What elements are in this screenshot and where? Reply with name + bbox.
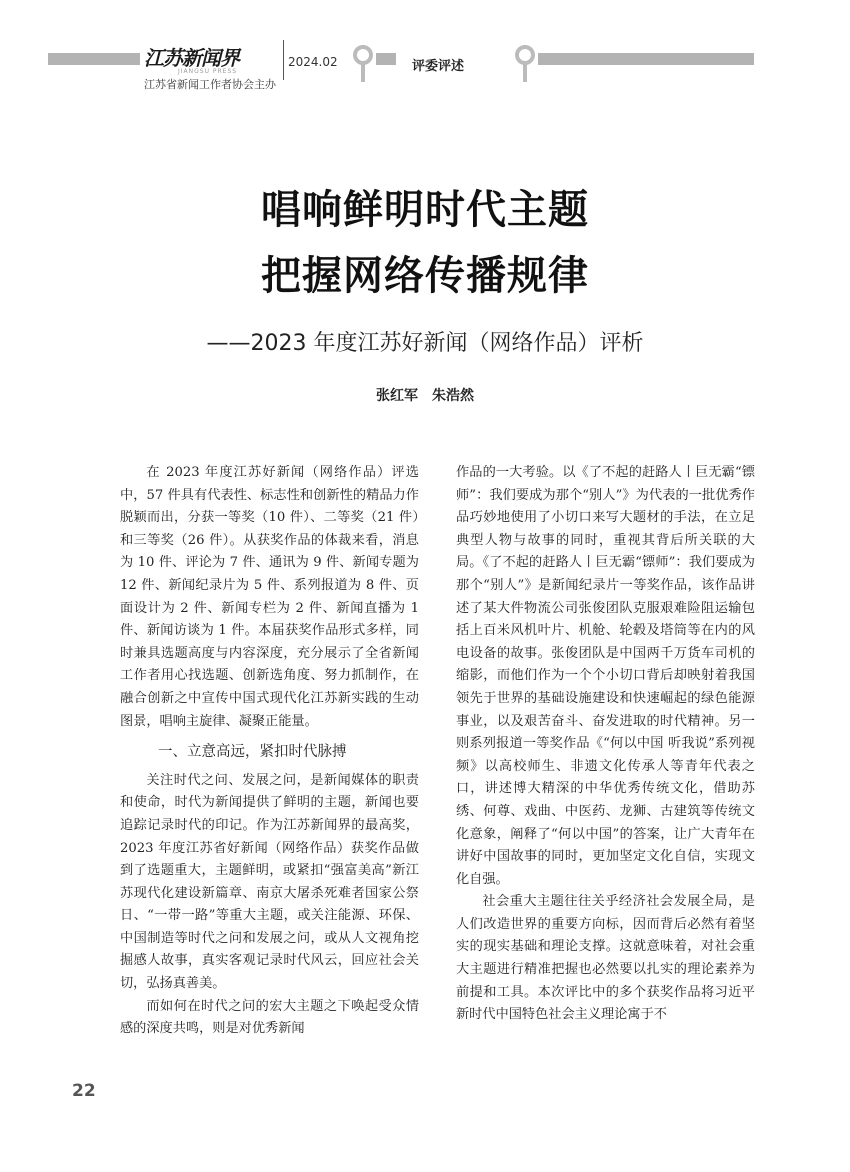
organizer-text: 江苏省新闻工作者协会主办 xyxy=(144,78,276,91)
header-bar-left xyxy=(48,53,140,65)
section-label: 评委评述 xyxy=(412,59,465,74)
pin-icon xyxy=(514,44,536,84)
section-heading: 一、立意高远，紧扣时代脉搏 xyxy=(158,744,347,761)
left-column xyxy=(120,462,419,1041)
article-title-line1: 唱响鲜明时代主题 xyxy=(261,187,589,233)
header-bar-right xyxy=(538,53,754,65)
body-paragraph: 社会重大主题往往关乎经济社会发展全局，是人们改造世界的重要方向标，因而背后必然有着坚实的现实基础和理论支撑。这就意味着，对社会重大主题进行精准把握也必然要以扎实的理论素养为前提和工具。本次评比中的多个获奖作品将习近平新时代中国特色社会主义理论寓于不 xyxy=(456,894,755,1023)
issue-date: 2024.02 xyxy=(288,55,338,69)
article-subtitle: ——2023 年度江苏好新闻（网络作品）评析 xyxy=(206,331,644,356)
journal-logo: 江苏新闻界 xyxy=(144,46,239,70)
article-title-line2: 把握网络传播规律 xyxy=(261,253,589,299)
header-divider xyxy=(283,40,284,80)
body-paragraph: 而如何在时代之问的宏大主题之下唤起受众情感的深度共鸣，则是对优秀新闻 xyxy=(120,998,419,1037)
page-number: 22 xyxy=(72,1081,96,1101)
header-bar-mid xyxy=(376,53,396,65)
article-authors: 张红军 朱浩然 xyxy=(376,388,474,404)
body-paragraph: 作品的一大考验。以《了不起的赶路人丨巨无霸“镖师”：我们要成为那个“别人”》为代表的一批优秀作品巧妙地使用了小切口来写大题材的手法，在立足典型人物与故事的同时，重视其背后所关联的大局。《了不起的赶路人丨巨无霸“镖师”：我们要成为那个“别人”》是新闻纪录片一等奖作品，该作品讲述了某大件物流公司张俊团队克服艰难险阻运输包括上百米风机叶片、机舱、轮毂及塔筒等在内的风电设备的故事。张俊团队是中国两千万货车司机的缩影，而他们作为一个个小切口背后却映射着我国领先于世界的基础设施建设和快速崛起的绿色能源事业，以及艰苦奋斗、奋发进取的时代精神。另一则系列报道一等奖作品《“何以中国 听我说”系列视频》以高校师生、非遗文化传承人等青年代表之口，讲述博大精深的中华优秀传统文化，借助苏绣、何尊、戏曲、中医药、龙狮、古建筑等传统文化意象，阐释了“何以中国”的答案，让广大青年在讲好中国故事的同时，更加坚定文化自信，实现文化自强。 xyxy=(456,465,755,887)
body-paragraph: 关注时代之问、发展之问，是新闻媒体的职责和使命，时代为新闻提供了鲜明的主题，新闻也要追踪记录时代的印记。作为江苏新闻界的最高奖，2023 年度江苏省好新闻（网络作品）获奖作品做到了选题重大，主题鲜明，或紧扣“强富美高”新江苏现代化建设新篇章、南京大屠杀死难者国家公祭日、“一带一路”等重大主题，或关注能源、环保、中国制造等时代之问和发展之问，或从人文视角挖掘感人故事，真实客观记录时代风云，回应社会关切，弘扬真善美。 xyxy=(120,772,419,992)
body-paragraph: 在 2023 年度江苏好新闻（网络作品）评选中，57 件具有代表性、标志性和创新性的精品力作脱颖而出，分获一等奖（10 件）、二等奖（21 件）和三等奖（26 件）。从获奖作品的体裁来看，消息为 10 件、评论为 7 件、通讯为 9 件、新闻专题为 12 件、新闻纪录片为 5 件、系列报道为 8 件、页面设计为 2 件、新闻专栏为 2 件、新闻直播为 1 件、新闻访谈为 1 件。本届获奖作品形式多样，同时兼具选题高度与内容深度，充分展示了全省新闻工作者用心找选题、创新选角度、努力抓制作，在融合创新之中宣传中国式现代化江苏新实践的生动图景，唱响主旋律、凝聚正能量。 xyxy=(120,465,419,729)
right-column xyxy=(456,462,755,1027)
journal-logo-sub: JIANGSU PRESS xyxy=(178,68,238,75)
pin-icon xyxy=(352,44,374,84)
